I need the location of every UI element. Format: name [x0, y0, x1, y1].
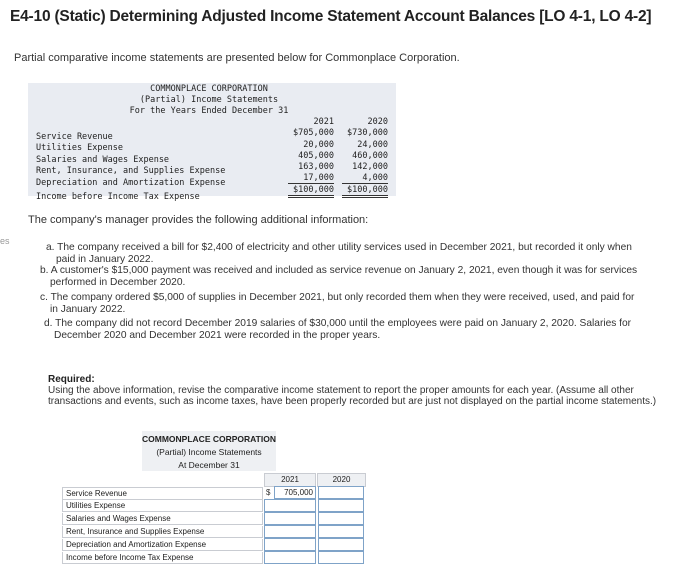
statement-1-cell: 163,000	[298, 162, 334, 172]
statement-1-cell: $705,000	[293, 128, 334, 138]
salaries-expense-2021-input[interactable]	[264, 512, 316, 525]
rent-insurance-supplies-2020-input[interactable]	[318, 525, 364, 538]
required-text: Using the above information, revise the comparative income statement to report the proper amounts for each year. (Assume all other transactions and events, such as income taxes, have been properly recorded but are just not displayed on the partial income statements.)	[48, 385, 657, 407]
additional-info-heading: The company's manager provides the following additional information:	[28, 214, 369, 226]
statement-1-period: For the Years Ended December 31	[129, 106, 289, 116]
statement-1-cell: 17,000	[288, 173, 334, 184]
statement-2-row-label: Depreciation and Amortization Expense	[62, 539, 263, 551]
statement-1-cell: 460,000	[352, 151, 388, 161]
rent-insurance-supplies-2021-input[interactable]	[264, 525, 316, 538]
service-revenue-2020-input[interactable]	[318, 486, 364, 499]
statement-2-period: At December 31	[178, 460, 240, 470]
info-item-d: d. The company did not record December 2019 salaries of $30,000 until the employees were paid on January 2, 2020. Salaries for December 2020 and December 2021 were recorded in the proper years.	[44, 318, 632, 341]
statement-1-cell: $730,000	[347, 128, 388, 138]
statement-1-header	[114, 84, 304, 117]
salaries-expense-2020-input[interactable]	[318, 512, 364, 525]
page-title: E4-10 (Static) Determining Adjusted Income Statement Account Balances [LO 4-1, LO 4-2]	[10, 8, 652, 25]
depreciation-2021-input[interactable]	[264, 538, 316, 551]
income-before-tax-2020-input[interactable]	[318, 551, 364, 564]
intro-text: Partial comparative income statements are presented below for Commonplace Corporation.	[14, 52, 460, 64]
statement-1-row-label: Utilities Expense	[36, 143, 123, 153]
income-before-tax-2021-input[interactable]	[264, 551, 316, 564]
statement-2-row-label: Salaries and Wages Expense	[62, 513, 263, 525]
utilities-expense-2020-input[interactable]	[318, 499, 364, 512]
statement-1-cell: 24,000	[357, 140, 388, 150]
margin-mark: es	[0, 236, 10, 246]
statement-1-row-label: Salaries and Wages Expense	[36, 155, 170, 165]
statement-1-cell: $100,000	[288, 185, 334, 198]
statement-1-cell: 20,000	[303, 140, 334, 150]
statement-1-cell: 405,000	[298, 151, 334, 161]
dollar-sign: $	[266, 488, 271, 497]
utilities-expense-2021-input[interactable]	[264, 499, 316, 512]
statement-1-subtitle: (Partial) Income Statements	[139, 95, 279, 105]
statement-2-row-label: Service Revenue	[62, 487, 263, 500]
statement-2-row-label: Rent, Insurance and Supplies Expense	[62, 526, 263, 538]
statement-1-row-label: Income before Income Tax Expense	[36, 192, 200, 202]
statement-1-company: COMMONPLACE CORPORATION	[150, 84, 268, 94]
info-item-a: a. The company received a bill for $2,400 of electricity and other utility services used in December 2021, but recorded it only when paid in January 2022.	[46, 242, 632, 265]
depreciation-2020-input[interactable]	[318, 538, 364, 551]
statement-2-subtitle: (Partial) Income Statements	[156, 447, 262, 457]
statement-1-cell: $100,000	[342, 185, 388, 198]
statement-2-row-label: Utilities Expense	[62, 500, 263, 512]
service-revenue-2021-input[interactable]: 705,000	[274, 486, 316, 499]
statement-1-row-label: Depreciation and Amortization Expense	[36, 178, 226, 188]
statement-1-col-2021: 2021	[313, 117, 334, 127]
statement-1-col-2020: 2020	[367, 117, 388, 127]
statement-2-col-2020: 2020	[317, 473, 366, 487]
required-label: Required:	[48, 374, 95, 385]
statement-1-row-label: Rent, Insurance, and Supplies Expense	[36, 166, 226, 176]
statement-1-row-label: Service Revenue	[36, 132, 113, 142]
statement-2-row-label: Income before Income Tax Expense	[62, 552, 263, 564]
statement-1-cell: 142,000	[352, 162, 388, 172]
info-item-c: c. The company ordered $5,000 of supplies in December 2021, but only recorded them when they were received, used, and paid for in January 2022.	[40, 292, 635, 315]
statement-2-col-2021: 2021	[264, 473, 316, 487]
statement-1-cell: 4,000	[342, 173, 388, 184]
info-item-b: b. A customer's $15,000 payment was received and included as service revenue on January 2, 2021, even though it was for services performed in December 2020.	[40, 265, 638, 288]
statement-2-company: COMMONPLACE CORPORATION	[142, 434, 276, 444]
